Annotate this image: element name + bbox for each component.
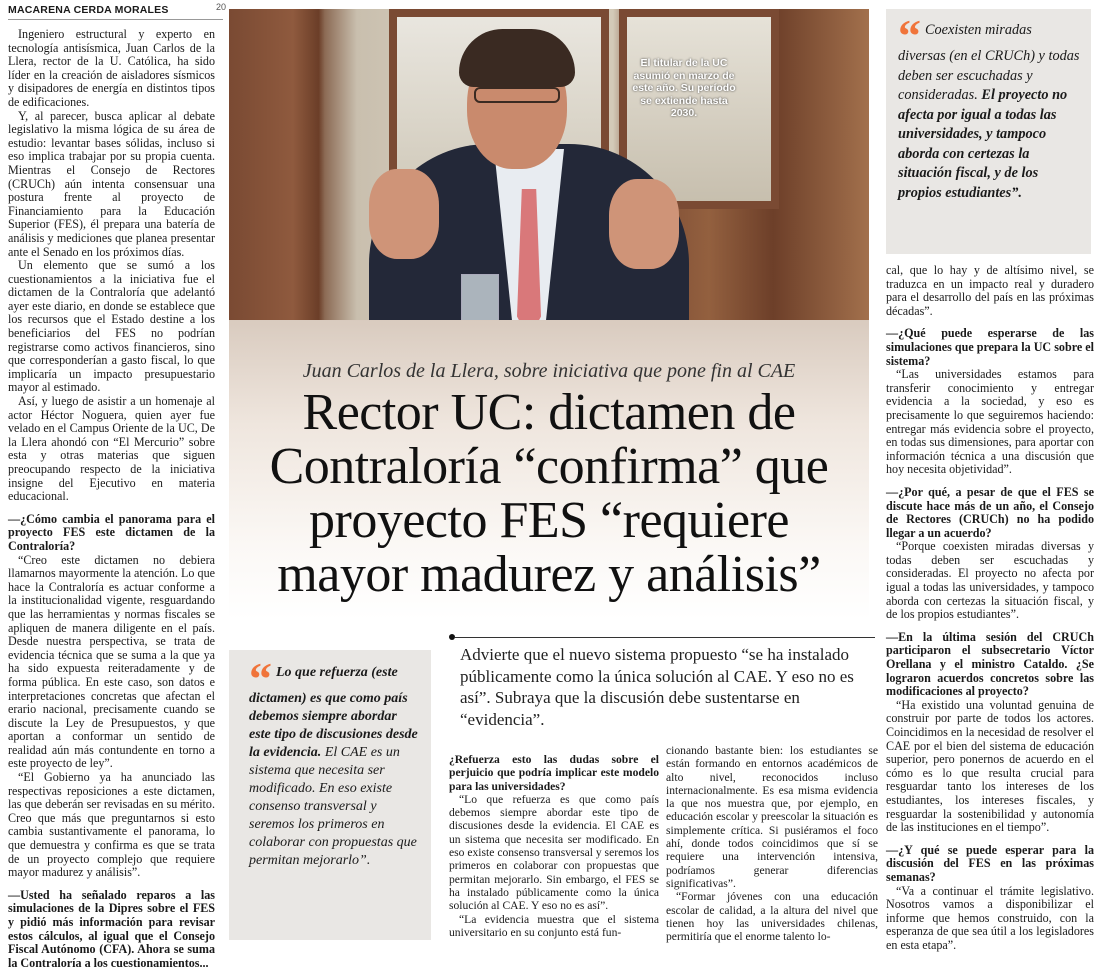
body-paragraph: “Las universidades estamos para transferir conocimiento y entregar evidencia a la sociedad, y eso es precisamente lo que seguiremos haciendo: entregar más evidencia sobre el proyecto, en todas sus dimensiones, para aportar con información técnica a una discusión que hoy necesita objetividad”. [886, 367, 1094, 477]
body-column-left [8, 28, 215, 970]
body-paragraph: “Creo este dictamen no debiera llamarnos mayormente la atención. Lo que hace la Contraloría es actuar conforme a la institucionalidad vigente, resguardando que las herramientas y normas fiscales se apliquen de manera diligente en el país. Desde nuestra perspectiva, se trata de evidencia técnica que se suma a la que ya ha sido expuesta reiteradamente y de forma pública. En este caso, son datos e interpretaciones concretas que afectan el erario nacional, precisamente cuando se discute la Ley de Presupuestos, y que aportan a conformar un sentido de realidad aún más contundente en torno a este proyecto de ley”. [8, 552, 215, 771]
interview-question: —¿Cómo cambia el panorama para el proyecto FES este dictamen de la Contraloría? [8, 511, 215, 553]
body-paragraph: “El Gobierno ya ha anunciado las respectivas reposiciones a este dictamen, las que deberán ser revisadas en su mérito. Creo que más que preguntarnos si esto cambia sustantivamente el panorama, lo que demuestra y confirma es que se trata de un proyecto complejo que requiere mayor madurez y análisis”. [8, 770, 215, 880]
interview-question: ¿Refuerza esto las dudas sobre el perjuicio que podría implicar este modelo para las universidades? [449, 753, 659, 793]
interview-question: —¿Qué puede esperarse de las simulaciones que prepara la UC sobre el sistema? [886, 326, 1094, 368]
hand-shape [369, 169, 439, 259]
headline-line: Rector UC: dictamen de [302, 384, 796, 441]
interview-question: —En la última sesión del CRUCh participaron el subsecretario Víctor Orellana y el ministro Cataldo. ¿Se lograron acuerdos concretos sobre las modificaciones al proyecto? [886, 629, 1094, 699]
body-paragraph: Así, y luego de asistir a un homenaje al actor Héctor Noguera, quien ayer fue velado en el Campus Oriente de la UC, De la Llera ahondó con “El Mercurio” sobre esta y otras materias que siguen preocupando respecto de la iniciativa insigne del Ejecutivo en materia educacional. [8, 394, 215, 504]
pull-quote-right [886, 9, 1091, 254]
headline-line: mayor madurez y análisis” [277, 546, 821, 603]
deck-rule [455, 637, 875, 638]
hair-shape [459, 29, 575, 87]
body-column-right [886, 264, 1094, 953]
body-column-mid-1 [449, 744, 659, 939]
pull-quote-italic: El CAE es un sistema que necesita ser modificado. En eso existe consenso transversal y seremos los primeros en colaborar con propuestas que permitan mejorarlo”. [249, 745, 417, 868]
pull-quote-mid [229, 650, 431, 940]
rector-photo [229, 9, 869, 339]
body-paragraph: “Lo que refuerza es que como país debemos siempre abordar este tipo de discusiones desde la evidencia. El CAE es un sistema que necesita ser modificado. En eso existe consenso transversal y seremos los primeros en colaborar con propuestas que permitan mejorarlo. Sin embargo, el FES se ha instalado públicamente como la única solución al CAE. Y eso no es así”. [449, 792, 659, 913]
interview-question: —¿Y qué se puede esperar para la discusión del FES en las próximas semanas? [886, 842, 1094, 884]
body-paragraph: “La evidencia muestra que el sistema universitario en su conjunto está fun- [449, 912, 659, 939]
deck: Advierte que el nuevo sistema propuesto “se ha instalado públicamente como la única solución al CAE. Y eso no es así”. Subraya que la discusión debe sustentarse en “evidencia”. [460, 645, 854, 729]
body-paragraph: Ingeniero estructural y experto en tecnología antisísmica, Juan Carlos de la Llera, rector de la U. Católica, ha sido líder en la creación de aisladores sísmicos y disipadores de energía en distintos tipos de edificaciones. [8, 27, 215, 109]
interview-question: —¿Por qué, a pesar de que el FES se discute hace más de un año, el Consejo de Rectores (CRUCh) no ha podido llegar a un acuerdo? [886, 484, 1094, 540]
body-paragraph: “Va a continuar el trámite legislativo. Nosotros vamos a disponibilizar el informe que hemos construido, con la esperanza de que sea útil a los legisladores en esta etapa”. [886, 883, 1094, 952]
pull-quote-italic: Coexisten miradas diversas (en el CRUCh) y todas deben ser escuchadas y consideradas. [898, 22, 1080, 103]
body-paragraph: cal, que lo hay y de altísimo nivel, se traduzca en un impacto real y duradero para el desarrollo del país en las próximas décadas”. [886, 263, 1094, 318]
interview-question: —Usted ha señalado reparos a las simulaciones de la Dipres sobre el FES y pidió más información para revisar estos cálculos, al igual que el Consejo Fiscal Autónomo (CFA). Ahora se suma la Contraloría a los cuestionamientos... [8, 887, 215, 970]
body-column-mid-2 [666, 744, 878, 943]
hand-shape [609, 179, 679, 269]
headline-line: proyecto FES “requiere [309, 492, 789, 549]
kicker: Juan Carlos de la Llera, sobre iniciativa que pone fin al CAE [302, 360, 796, 382]
body-paragraph: cionando bastante bien: los estudiantes se están formando en entornos académicos de alto nivel, reconocidos incluso internacionalmente. Es esa misma evidencia la que nos muestra que, por ejemplo, en educación escolar y preescolar la situación es simplemente crítica. Si pusiéramos el foco ahí, donde todos coincidimos que sí se requiere una intervención intensiva, podríamos generar diferencias significativas”. [666, 744, 878, 890]
body-paragraph: “Porque coexisten miradas diversas y todas deben ser escuchadas y consideradas. El proyecto no afecta por igual a todas las universidades, y tampoco aborda con certezas la situación fiscal, y de los propios estudiantes”. [886, 539, 1094, 622]
body-paragraph: Un elemento que se sumó a los cuestionamientos a la iniciativa fue el dictamen de la Contraloría que adelantó ayer este diario, en donde se establece que los recursos que el Estado destine a los beneficiarios del FES no podrían registrarse como activos financieros, sino que corresponderían a gasto fiscal, lo que implicaría un impacto presupuestario mayor al estimado. [8, 258, 215, 395]
quote-mark-icon: “ [249, 653, 272, 704]
photo-caption: El titular de la UC asumió en marzo de este año. Su período se extiende hasta 2030. [632, 57, 736, 119]
glasses-shape [474, 87, 560, 103]
headline [229, 386, 869, 602]
body-paragraph: “Formar jóvenes con una educación escolar de calidad, a la altura del nivel que tienen hoy las universidades chilenas, permitiría que el enorme talento lo- [666, 890, 878, 944]
page-number: 20 [216, 2, 227, 12]
pull-quote-bold: El proyecto no afecta por igual a todas las universidades, y tampoco aborda con certezas la situación fiscal, y de los propios estudiantes”. [898, 87, 1068, 201]
body-paragraph: Y, al parecer, busca aplicar al debate legislativo la misma lógica de su área de estudio: levantar bases sólidas, incluso si eso implica trabajar por su propia cuenta. Mientras el Consejo de Rectores (CRUCh) aún intenta consensuar una postura frente al proyecto de Financiamiento para la Educación Superior (FES), él prepara una batería de análisis y mediciones que planea presentar ante el Senado en los próximos días. [8, 108, 215, 259]
byline: MACARENA CERDA MORALES [8, 4, 223, 20]
body-paragraph: “Ha existido una voluntad genuina de construir por parte de todos los actores. Coincidimos en la necesidad de resolver el CAE por el bien del sistema de educación superior, pero ponernos de acuerdo en el cómo es lo que resulta crucial para resguardar tanto los intereses de los estudiantes, los intereses fiscales, y resguardar la sostenibilidad y autonomía de las instituciones en el tiempo”. [886, 697, 1094, 835]
pull-quote-bold: Lo que refuerza (este dictamen) es que como país debemos siempre abordar este tipo de discusiones desde la evidencia. [249, 665, 418, 760]
quote-mark-icon: “ [898, 10, 921, 61]
headline-line: Contraloría “confirma” que [269, 438, 829, 495]
